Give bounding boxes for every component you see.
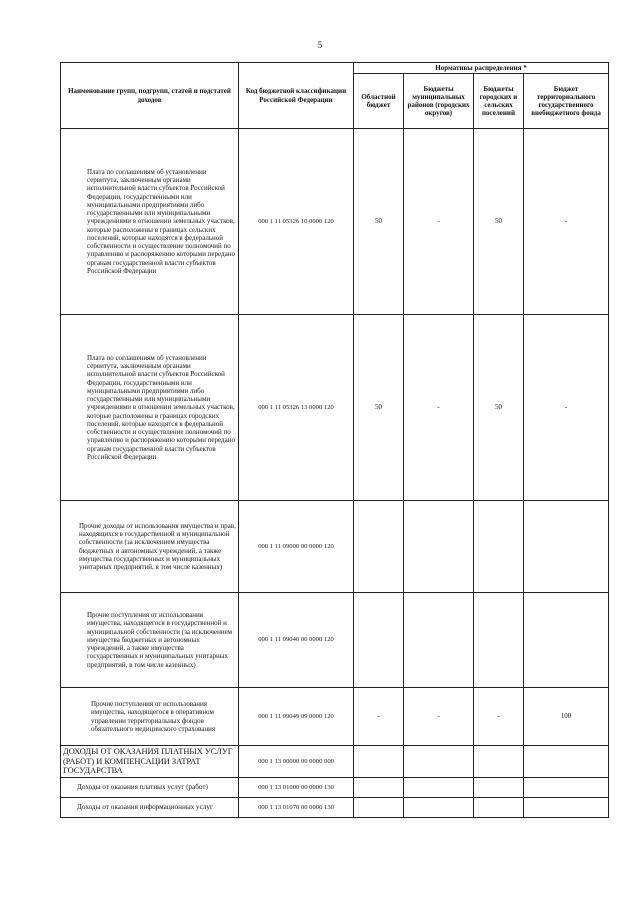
header-name: Наименование групп, подгрупп, статей и подстатей доходов xyxy=(61,63,239,129)
row-regional xyxy=(354,746,404,778)
row-municipal xyxy=(404,778,474,798)
row-regional xyxy=(354,798,404,818)
row-name: Плата по соглашениям об установлении сервитута, заключенным органами исполнительной власти субъектов Российской Федерации, государственными или муниципальными предприятиями либо государственными или муниципальными учреждениями в отношении земельных участков, которые расположены в границах городских поселений, которые находятся в федеральной собственности и осуществление полномочий по управлению и распоряжению которыми передано органам государственной власти субъектов Российской Федерации xyxy=(61,315,239,501)
row-code: 000 1 13 00000 00 0000 000 xyxy=(239,746,354,778)
row-regional xyxy=(354,778,404,798)
row-regional: 50 xyxy=(354,129,404,315)
row-fund xyxy=(524,746,609,778)
row-settlements xyxy=(474,501,524,593)
row-settlements xyxy=(474,593,524,688)
row-regional xyxy=(354,593,404,688)
row-municipal xyxy=(404,746,474,778)
row-code: 000 1 11 09000 00 0000 120 xyxy=(239,501,354,593)
row-municipal: - xyxy=(404,129,474,315)
row-code: 000 1 11 05326 13 0000 120 xyxy=(239,315,354,501)
table-row xyxy=(61,688,609,746)
page-number: 5 xyxy=(317,40,323,50)
table-row xyxy=(61,746,609,778)
row-settlements: 50 xyxy=(474,315,524,501)
header-code: Код бюджетной классификации Российской Федерации xyxy=(239,63,354,129)
row-code: 000 1 11 05326 10 0000 120 xyxy=(239,129,354,315)
row-name: Прочие поступления от использования имущества, находящегося в государственной и муниципальной собственности (за исключением имущества бюджетных и автономных учреждений, а также имущества государственных и муниципальных унитарных предприятий, в том числе казенных) xyxy=(61,593,239,688)
row-fund: 100 xyxy=(524,688,609,746)
row-fund xyxy=(524,501,609,593)
header-norms: Нормативы распределения * xyxy=(354,63,609,74)
row-fund xyxy=(524,798,609,818)
row-fund xyxy=(524,778,609,798)
row-municipal xyxy=(404,501,474,593)
header-regional: Областной бюджет xyxy=(354,74,404,129)
row-fund: - xyxy=(524,315,609,501)
header-settlements: Бюджеты городских и сельских поселений xyxy=(474,74,524,129)
row-regional xyxy=(354,501,404,593)
table-row xyxy=(61,501,609,593)
header-fund: Бюджет территориального государственного внебюджетного фонда xyxy=(524,74,609,129)
row-fund: - xyxy=(524,129,609,315)
row-name: Плата по соглашениям об установлении сервитута, заключенным органами исполнительной власти субъектов Российской Федерации, государственными или муниципальными предприятиями либо государственными или муниципальными учреждениями в отношении земельных участков, которые расположены в границах сельских поселений, которые находятся в федеральной собственности и осуществление полномочий по управлению и распоряжению которыми передано органам государственной власти субъектов Российской Федерации xyxy=(61,129,239,315)
row-settlements xyxy=(474,778,524,798)
row-name: Прочие поступления от использования имущества, находящегося в оперативном управлении территориальных фондов обязательного медицинского страхования xyxy=(61,688,239,746)
row-regional: - xyxy=(354,688,404,746)
table-row xyxy=(61,798,609,818)
row-code: 000 1 13 01000 00 0000 130 xyxy=(239,778,354,798)
row-settlements: - xyxy=(474,688,524,746)
row-name: Прочие доходы от использования имущества и прав, находящихся в государственной и муниципальной собственности (за исключением имущества бюджетных и автономных учреждений, а также имущества государственных и муниципальных унитарных предприятий, в том числе казенных) xyxy=(61,501,239,593)
table-row xyxy=(61,778,609,798)
table-row xyxy=(61,315,609,501)
table-row xyxy=(61,129,609,315)
row-municipal: - xyxy=(404,315,474,501)
row-settlements: 50 xyxy=(474,129,524,315)
row-name: ДОХОДЫ ОТ ОКАЗАНИЯ ПЛАТНЫХ УСЛУГ (РАБОТ) И КОМПЕНСАЦИИ ЗАТРАТ ГОСУДАРСТВА xyxy=(61,746,239,778)
revenue-distribution-table xyxy=(60,62,609,818)
row-name: Доходы от оказания информационных услуг xyxy=(61,798,239,818)
row-municipal xyxy=(404,798,474,818)
row-regional: 50 xyxy=(354,315,404,501)
row-code: 000 1 11 09049 09 0000 120 xyxy=(239,688,354,746)
row-code: 000 1 11 09040 00 0000 120 xyxy=(239,593,354,688)
row-fund xyxy=(524,593,609,688)
row-name: Доходы от оказания платных услуг (работ) xyxy=(61,778,239,798)
row-municipal xyxy=(404,593,474,688)
header-municipal: Бюджеты муниципальных районов (городских округов) xyxy=(404,74,474,129)
table-row xyxy=(61,593,609,688)
row-municipal: - xyxy=(404,688,474,746)
row-settlements xyxy=(474,798,524,818)
row-code: 000 1 13 01070 00 0000 130 xyxy=(239,798,354,818)
row-settlements xyxy=(474,746,524,778)
